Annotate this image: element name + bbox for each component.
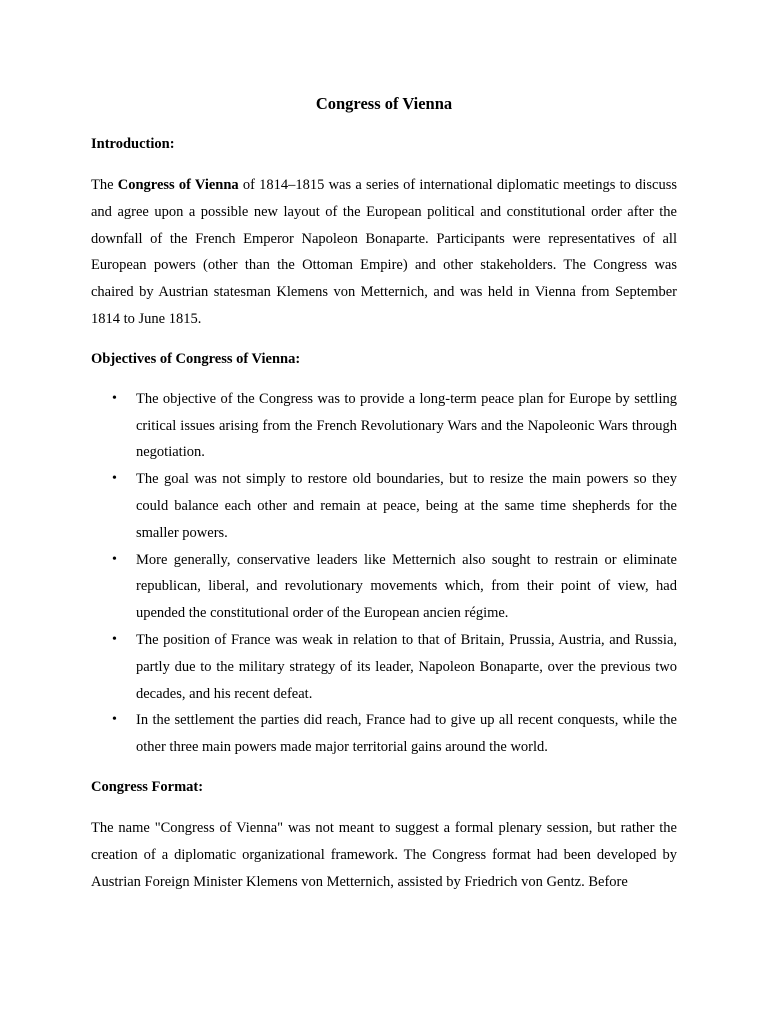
objective-text-3: More generally, conservative leaders like Metternich also sought to restrain or eliminate republican, liberal, and revolutionary movements which, from their point of view, had upended the constitutional order of the European ancien régime. [136,551,677,622]
bullet-icon: • [112,390,117,406]
introduction-heading: Introduction: [91,136,175,152]
introduction-text: of 1814–1815 was a series of international diplomatic meetings to discuss and agree upon a possible new layout of the European political and constitutional order after the downfall of the French Emperor Napoleon Bonaparte. Participants were representatives of all European powers (other than the Ottoman Empire) and other stakeholders. The Congress was chaired by Austrian statesman Klemens von Metternich, and was held in Vienna from September 1814 to June 1815. [91,177,678,327]
objective-text-1: The objective of the Congress was to provide a long-term peace plan for Europe by settling critical issues arising from the French Revolutionary Wars and the Napoleonic Wars through negotiation. [136,390,677,461]
bullet-icon: • [112,471,117,487]
bullet-icon: • [112,712,117,728]
objective-item-4 [91,627,677,707]
objective-item-5 [91,707,677,761]
objective-item-1 [91,386,677,466]
document-title: Congress of Vienna [315,94,453,113]
format-heading: Congress Format: [91,778,204,795]
objective-text-2: The goal was not simply to restore old boundaries, but to resize the main powers so they could balance each other and remain at peace, being at the same time shepherds for the smaller powers. [136,471,677,541]
introduction-bold-term: Congress of Vienna [117,177,239,193]
objective-item-2 [91,466,677,546]
document-page [91,92,677,895]
bullet-icon: • [112,631,117,647]
objectives-heading: Objectives of Congress of Vienna: [91,350,301,367]
introduction-paragraph [91,172,677,333]
bullet-icon: • [112,551,117,567]
objective-text-4: The position of France was weak in relation to that of Britain, Prussia, Austria, and Russia, partly due to the military strategy of its leader, Napoleon Bonaparte, over the previous two decades, and his recent defeat. [136,631,677,702]
objective-text-5: In the settlement the parties did reach, France had to give up all recent conquests, while the other three main powers made major territorial gains around the world. [136,712,677,756]
objectives-list [91,386,677,761]
objective-item-3 [91,547,677,627]
format-paragraph: The name "Congress of Vienna" was not meant to suggest a formal plenary session, but rather the creation of a diplomatic organizational framework. The Congress format had been developed by Austrian Foreign Minister Klemens von Metternich, assisted by Friedrich von Gentz. Before [91,819,677,890]
introduction-prefix: The [91,177,118,193]
